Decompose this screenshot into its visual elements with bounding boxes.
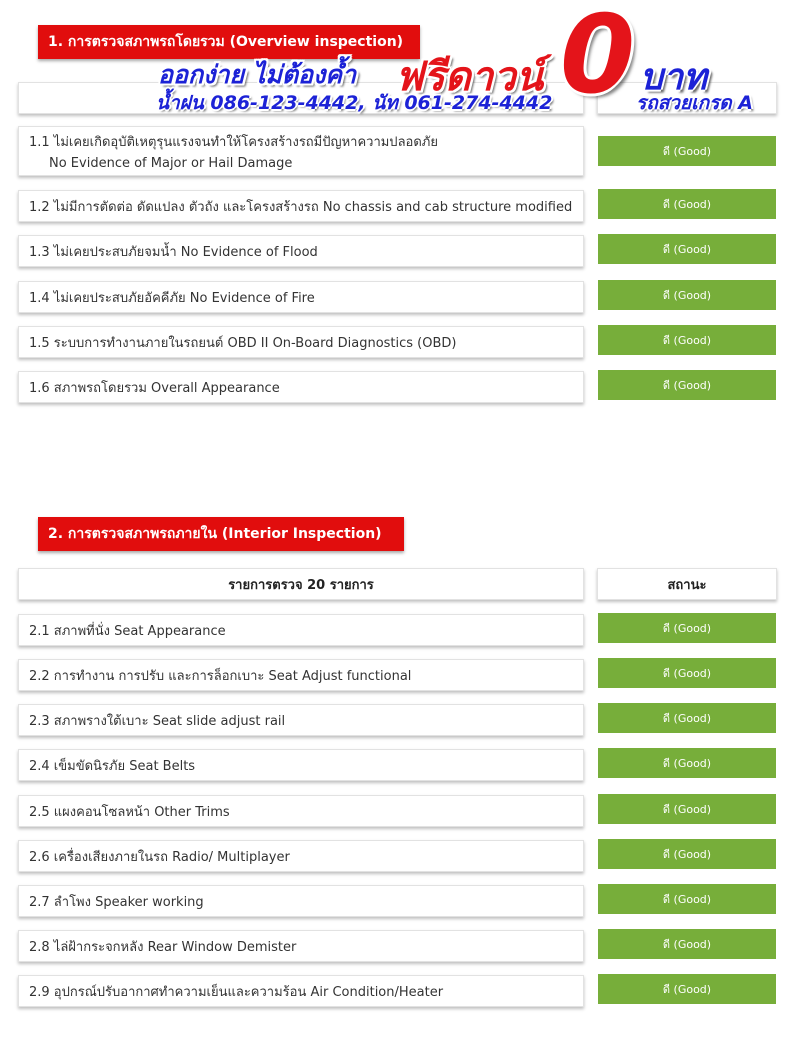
section2-item-2-status: ดี (Good) bbox=[598, 658, 776, 688]
section1-item-3-status: ดี (Good) bbox=[598, 234, 776, 264]
section2-item-7-status: ดี (Good) bbox=[598, 884, 776, 914]
promo-zero: 0 bbox=[560, 0, 636, 118]
section2-item-9-label: 2.9 อุปกรณ์ปรับอากาศทำความเย็นและความร้อน Air Condition/Heater bbox=[29, 984, 444, 1000]
section2-item-5 bbox=[18, 795, 584, 827]
section2-item-5-label: 2.5 แผงคอนโซลหน้า Other Trims bbox=[29, 804, 230, 820]
section2-item-3 bbox=[18, 704, 584, 736]
section1-item-2 bbox=[18, 190, 584, 222]
section2-header-items: รายการตรวจ 20 รายการ bbox=[18, 568, 584, 600]
section2-header-status: สถานะ bbox=[597, 568, 777, 600]
section1-item-1-label: 1.1 ไม่เคยเกิดอุบัติเหตุรุนแรงจนทำให้โครงสร้างรถมีปัญหาความปลอดภัย bbox=[29, 135, 438, 150]
promo-baht: บาท bbox=[640, 57, 707, 98]
section2-item-1-label: 2.1 สภาพที่นั่ง Seat Appearance bbox=[29, 623, 226, 639]
section1-item-5-label: 1.5 ระบบการทำงานภายในรถยนต์ OBD II On-Board Diagnostics (OBD) bbox=[29, 335, 457, 351]
section2-item-9-status: ดี (Good) bbox=[598, 974, 776, 1004]
section2-item-2-label: 2.2 การทำงาน การปรับ และการล็อกเบาะ Seat Adjust functional bbox=[29, 668, 412, 684]
section1-item-4 bbox=[18, 281, 584, 313]
section2-item-6-status: ดี (Good) bbox=[598, 839, 776, 869]
promo-slogan: ออกง่าย ไม่ต้องค้ำ bbox=[158, 60, 357, 89]
section1-item-5 bbox=[18, 326, 584, 358]
promo-phone: น้ำฝน 086-123-4442, นัท 061-274-4442 bbox=[156, 92, 553, 114]
section2-title: 2. การตรวจสภาพรถภายใน (Interior Inspection) bbox=[38, 517, 404, 551]
section2-item-8 bbox=[18, 930, 584, 962]
section2-item-7-label: 2.7 ลำโพง Speaker working bbox=[29, 894, 204, 910]
section2-item-8-status: ดี (Good) bbox=[598, 929, 776, 959]
promo-free-down: ฟรีดาวน์ bbox=[395, 54, 544, 100]
section2-item-8-label: 2.8 ไล่ฝ้ากระจกหลัง Rear Window Demister bbox=[29, 939, 297, 955]
section1-item-6-label: 1.6 สภาพรถโดยรวม Overall Appearance bbox=[29, 380, 280, 396]
section2-item-4-label: 2.4 เข็มขัดนิรภัย Seat Belts bbox=[29, 758, 196, 774]
section1-item-5-status: ดี (Good) bbox=[598, 325, 776, 355]
section2-item-2 bbox=[18, 659, 584, 691]
section2-item-3-label: 2.3 สภาพรางใต้เบาะ Seat slide adjust rail bbox=[29, 713, 286, 729]
promo-grade: รถสวยเกรด A bbox=[636, 92, 753, 114]
section1-item-3-label: 1.3 ไม่เคยประสบภัยจมน้ำ No Evidence of Flood bbox=[29, 244, 318, 260]
section2-item-5-status: ดี (Good) bbox=[598, 794, 776, 824]
section1-item-3 bbox=[18, 235, 584, 267]
section1-item-4-status: ดี (Good) bbox=[598, 280, 776, 310]
section1-item-2-label: 1.2 ไม่มีการตัดต่อ ดัดแปลง ตัวถัง และโครงสร้างรถ No chassis and cab structure modified bbox=[29, 199, 573, 215]
section1-item-2-status: ดี (Good) bbox=[598, 189, 776, 219]
section2-item-6-label: 2.6 เครื่องเสียงภายในรถ Radio/ Multiplayer bbox=[29, 849, 290, 865]
section1-item-1-status: ดี (Good) bbox=[598, 136, 776, 166]
section2-item-3-status: ดี (Good) bbox=[598, 703, 776, 733]
section2-item-6 bbox=[18, 840, 584, 872]
section2-item-7 bbox=[18, 885, 584, 917]
section2-item-4 bbox=[18, 749, 584, 781]
section1-item-1 bbox=[18, 126, 584, 176]
section2-item-1-status: ดี (Good) bbox=[598, 613, 776, 643]
section2-item-1 bbox=[18, 614, 584, 646]
section2-item-9 bbox=[18, 975, 584, 1007]
section1-item-4-label: 1.4 ไม่เคยประสบภัยอัคคีภัย No Evidence of Fire bbox=[29, 290, 315, 306]
section1-item-6 bbox=[18, 371, 584, 403]
section1-title: 1. การตรวจสภาพรถโดยรวม (Overview inspection) bbox=[38, 25, 420, 59]
section1-item-6-status: ดี (Good) bbox=[598, 370, 776, 400]
section2-item-4-status: ดี (Good) bbox=[598, 748, 776, 778]
section1-item-1-label-en: No Evidence of Major or Hail Damage bbox=[49, 156, 293, 171]
